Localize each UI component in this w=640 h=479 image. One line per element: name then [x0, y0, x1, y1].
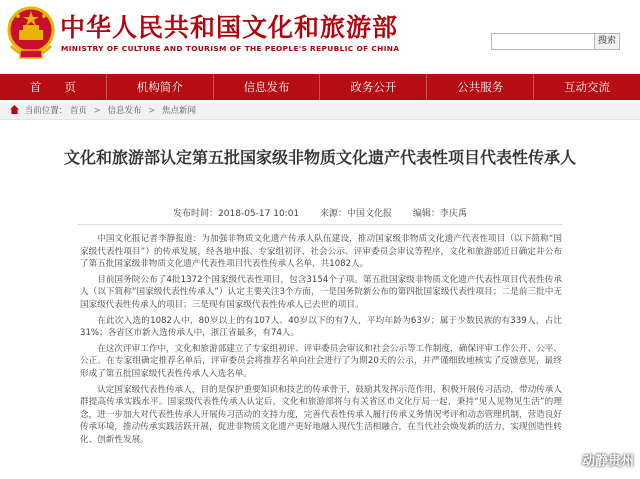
- nav-item-interaction[interactable]: 互动交流: [564, 80, 611, 94]
- watermark: [560, 450, 634, 469]
- breadcrumb-home[interactable]: 首页: [69, 106, 87, 116]
- nav-item-home[interactable]: 首 页: [0, 74, 107, 100]
- article-paragraph: 认定国家级代表性传承人，目的是保护重要知识和技艺的传承骨干，鼓励其发挥示范作用，积极开展传习活动，带动传承人群提高传承实践水平。国家级代表性传承人认定后，文化和旅游部将与有关省区市文化厅局一起，秉持“见人见物见生活”的理念，进一步加大对代表性传承人开展传习活动的支持力度，完善代表性传承人履行传承义务情况考评和动态管理机制，营造良好传承环境，推动传承实践活跃开展，促进非物质文化遗产更好地融入现代生活相融合，在当代社会焕发新的活力，实现创造性转化、创新性发展。: [80, 384, 562, 445]
- title-divider: [78, 224, 562, 225]
- article-paragraph: 目前国务院公布了4批1372个国家级代表性项目，包含3154个子项。第五批国家级非物质文化遗产代表性项目代表性传承人（以下简称“国家级代表性传承人”）认定主要关注3个方面，一是国务院新公布的第四批国家级代表性项目；二是前三批中无国家级代表性传承人的项目；三是现有国家级代表性传承人已去世的项目。: [80, 274, 562, 310]
- breadcrumb-separator: >: [93, 106, 101, 116]
- search-input[interactable]: [491, 33, 595, 50]
- sound-wave-icon: [560, 451, 578, 469]
- national-emblem-icon: [6, 6, 56, 62]
- publish-time: 发布时间：2018-05-17 10:01: [173, 209, 300, 219]
- breadcrumb-focus-news[interactable]: 焦点新闻: [162, 106, 197, 116]
- article-title: 文化和旅游部认定第五批国家级非物质文化遗产代表性项目代表性传承人: [63, 148, 576, 167]
- nav-item-news[interactable]: 信息发布: [214, 74, 321, 100]
- site-title[interactable]: 中华人民共和国文化和旅游部: [60, 13, 399, 42]
- article-paragraph: 在这次评审工作中，文化和旅游部建立了专家组初评、评审委员会审议和社会公示等工作制度，确保评审工作公开、公平、公正。在专家组确定推荐名单后，评审委员会将推荐名单向社会进行了为期20天的公示，并严谨细致地核实了反馈意见，最终形成了第五批国家级代表性传承人入选名单。: [80, 343, 562, 379]
- search-button[interactable]: 搜索: [595, 33, 620, 50]
- article-editor: 编辑：李庆禹: [412, 209, 467, 219]
- article-source: 来源：中国文化报: [320, 209, 393, 219]
- breadcrumb-news[interactable]: 信息发布: [107, 106, 142, 116]
- nav-item-about[interactable]: 机构简介: [107, 74, 214, 100]
- article-meta: [0, 206, 640, 219]
- breadcrumb: [0, 102, 640, 120]
- article-paragraph: 中国文化报记者李静报道：为加强非物质文化遗产传承人队伍建设，推动国家级非物质文化遗产代表性项目（以下简称“国家级代表性项目”）的传承发展，经各地申报、专家组初评、社会公示、评审委员会审议等程序，文化和旅游部近日确定并公布了第五批国家级非物质文化遗产代表性项目代表性传承人名单，共1082人。: [80, 234, 562, 270]
- article-body: [80, 233, 562, 450]
- location-icon: [10, 105, 19, 114]
- article-paragraph: 在此次入选的1082人中，80岁以上的有107人、40岁以下的有7人，平均年龄为63岁；属于少数民族的有339人，占比31%；各省区市新入选传承人中，浙江省最多，有74人。: [80, 315, 562, 339]
- site-subtitle: MINISTRY OF CULTURE AND TOURISM OF THE PEOPLE'S REPUBLIC OF CHINA: [61, 44, 400, 53]
- site-header: [0, 0, 640, 70]
- watermark-text: 动静贵州: [581, 454, 634, 469]
- breadcrumb-prefix: 当前位置：: [24, 106, 68, 116]
- nav-item-gov-affairs[interactable]: 政务公开: [320, 74, 427, 100]
- breadcrumb-separator: >: [148, 106, 156, 116]
- main-nav: [0, 74, 640, 100]
- nav-item-public-service[interactable]: 公共服务: [427, 74, 534, 100]
